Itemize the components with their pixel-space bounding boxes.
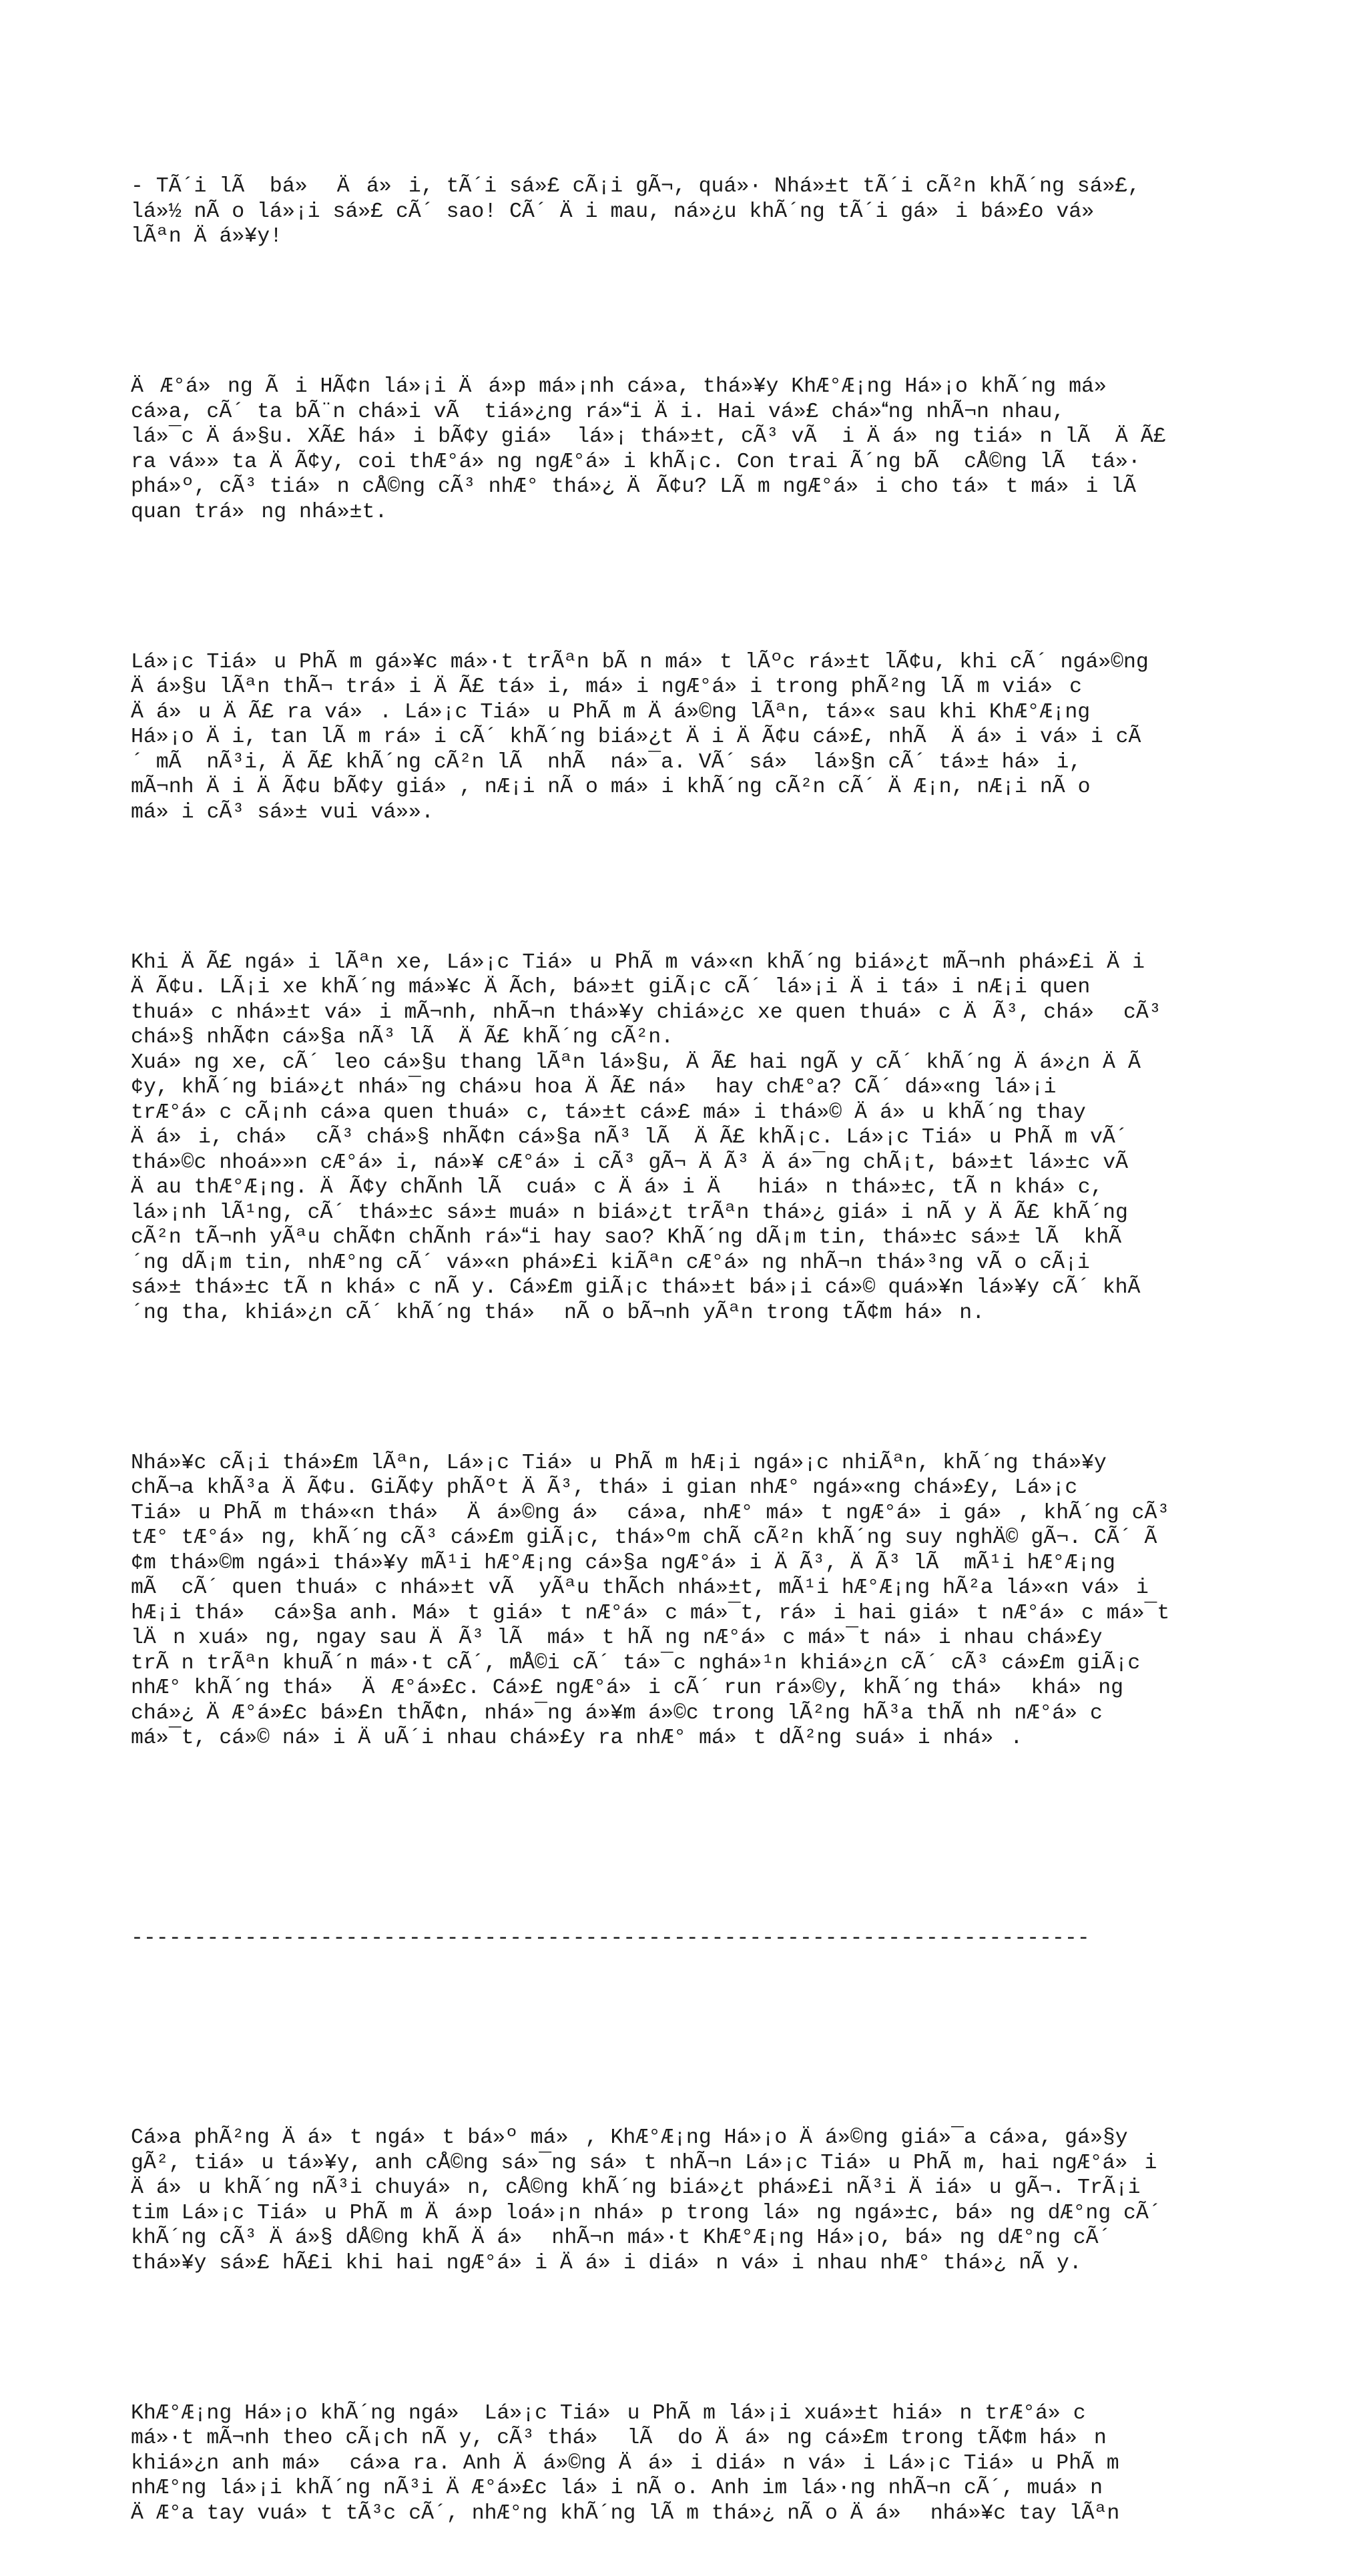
paragraph: ÄÆ°á»ng Ãi HÃ¢n lá»¡i Äá»p má»¡nh cá»a, thá»¥y KhÆ°Æ¡ng Há»¡o khÃ´ng má» cá»a, cÃ´ ta bÃ¨n chá»i vÃ tiá»¿ng rá»i Äi. Hai vá»£ chá»ng nhÃ¬n nhau, lá»¯c Äá»§u. XÃ£ há»i bÃ¢y giá» lá»¡ thá»±t, cÃ³ vÃ i Äá»ng tiá»n lÃ ÄÃ£ ra vá»» ta ÄÃ¢y, coi thÆ°á»ng ngÆ°á»i khÃ¡c. Con trai Ã´ng bÃ cÅ©ng lÃ tá»· phá»º, cÃ³ tiá»n cÅ©ng cÃ³ nhÆ° thá»¿ ÄÃ¢u? LÃ m ngÆ°á»i cho tá»t má»i lÃ quan trá»ng nhá»±t. bbox=[131, 375, 1166, 524]
separator-line: ---------------------------------------------------------------------------- bbox=[131, 1926, 1090, 1950]
paragraph: Khi ÄÃ£ ngá»i lÃªn xe, Lá»¡c Tiá»u PhÃ m vá»«n khÃ´ng biá»¿t mÃ¬nh phá»£i Äi ÄÃ¢u. LÃ¡i xe khÃ´ng má»¥c ÄÃch, bá»±t giÃ¡c cÃ´ lá»¡i Äi tá»i nÆ¡i quen thuá»c nhá»±t vá»i mÃ¬nh, nhÃ¬n thá»¥y chiá»¿c xe quen thuá»c ÄÃ³, chá» cÃ³ chá»§ nhÃ¢n cá»§a nÃ³ lÃ ÄÃ£ khÃ´ng cÃ²n. Xuá»ng xe, cÃ´ leo cá»§u thang lÃªn lá»§u, ÄÃ£ hai ngÃ y cÃ´ khÃ´ng Äá»¿n ÄÃ ¢y, khÃ´ng biá»¿t nhá»¯ng chá»u hoa ÄÃ£ ná» hay chÆ°a? CÃ´ dá»«ng lá»¡i trÆ°á»c cÃ¡nh cá»a quen thuá»c, tá»±t cá»£ má»i thá»© Äá»u khÃ´ng thay Äá»i, chá» cÃ³ chá»§ nhÃ¢n cá»§a nÃ³ lÃ ÄÃ£ khÃ¡c. Lá»¡c Tiá»u PhÃ m vÃ´ thá»©c nhoá»»n cÆ°á»i, ná»¥ cÆ°á»i cÃ³ gÃ¬ ÄÃ³ Äá»¯ng chÃ¡t, bá»±t lá»±c vÃ Äau thÆ°Æ¡ng. ÄÃ¢y chÃnh lÃ cuá»c Äá»i Ä hiá»n thá»±c, tÃ n khá»c, lá»¡nh lÃ¹ng, cÃ´ thá»±c sá»± muá»n biá»¿t trÃªn thá»¿ giá»i nÃ y ÄÃ£ khÃ´ng cÃ²n tÃ¬nh yÃªu chÃ¢n chÃnh rá»i hay sao? KhÃ´ng dÃ¡m tin, thá»±c sá»± lÃ khÃ ´ng dÃ¡m tin, nhÆ°ng cÃ´ vá»«n phá»£i kiÃªn cÆ°á»ng nhÃ¬n thá»³ng vÃ o cÃ¡i sá»± thá»±c tÃ n khá»c nÃ y. Cá»£m giÃ¡c thá»±t bá»¡i cá»© quá»¥n lá»¥y cÃ´ khÃ ´ng tha, khiá»¿n cÃ´ khÃ´ng thá» nÃ o bÃ¬nh yÃªn trong tÃ¢m há»n. bbox=[131, 950, 1161, 1325]
paragraph: Cá»a phÃ²ng Äá»t ngá»t bá»º má», KhÆ°Æ¡ng Há»¡o Äá»©ng giá»¯a cá»a, gá»§y gÃ², tiá»u tá»¥y, anh cÅ©ng sá»¯ng sá»t nhÃ¬n Lá»¡c Tiá»u PhÃ m, hai ngÆ°á»i Äá»u khÃ´ng nÃ³i chuyá»n, cÅ©ng khÃ´ng biá»¿t phá»£i nÃ³i Äiá»u gÃ¬. TrÃ¡i tim Lá»¡c Tiá»u PhÃ m Äá»p loá»¡n nhá»p trong lá»ng ngá»±c, bá»ng dÆ°ng cÃ´ khÃ´ng cÃ³ Äá»§ dÅ©ng khÃ Äá» nhÃ¬n má»·t KhÆ°Æ¡ng Há»¡o, bá»ng dÆ°ng cÃ´ thá»¥y sá»£ hÃ£i khi hai ngÆ°á»i Äá»i diá»n vá»i nhau nhÆ° thá»¿ nÃ y. bbox=[131, 2126, 1161, 2275]
paragraph: Nhá»¥c cÃ¡i thá»£m lÃªn, Lá»¡c Tiá»u PhÃ m hÆ¡i ngá»¡c nhiÃªn, khÃ´ng thá»¥y chÃ¬a khÃ³a ÄÃ¢u. GiÃ¢y phÃºt ÄÃ³, thá»i gian nhÆ° ngá»«ng chá»£y, Lá»¡c Tiá»u PhÃ m thá»«n thá» Äá»©ng á» cá»a, nhÆ° má»t ngÆ°á»i gá», khÃ´ng cÃ³ tÆ° tÆ°á»ng, khÃ´ng cÃ³ cá»£m giÃ¡c, thá»ºm chÃ cÃ²n khÃ´ng suy nghÄ© gÃ¬. CÃ´ Ã ¢m thá»©m ngá»i thá»¥y mÃ¹i hÆ°Æ¡ng cá»§a ngÆ°á»i ÄÃ³, ÄÃ³ lÃ mÃ¹i hÆ°Æ¡ng mÃ cÃ´ quen thuá»c nhá»±t vÃ yÃªu thÃch nhá»±t, mÃ¹i hÆ°Æ¡ng hÃ²a lá»«n vá»i hÆ¡i thá» cá»§a anh. Má»t giá»t nÆ°á»c má»¯t, rá»i hai giá»t nÆ°á»c má»¯t lÄn xuá»ng, ngay sau ÄÃ³ lÃ má»t hÃ ng nÆ°á»c má»¯t ná»i nhau chá»£y trÃ n trÃªn khuÃ´n má»·t cÃ´, mÅ©i cÃ´ tá»¯c nghá»¹n khiá»¿n cÃ´ cÃ³ cá»£m giÃ¡c nhÆ° khÃ´ng thá» ÄÆ°á»£c. Cá»£ ngÆ°á»i cÃ´ run rá»©y, khÃ´ng thá» khá»ng chá»¿ ÄÆ°á»£c bá»£n thÃ¢n, nhá»¯ng á»¥m á»©c trong lÃ²ng hÃ³a thÃ nh nÆ°á»c má»¯t, cá»© ná»i ÄuÃ´i nhau chá»£y ra nhÆ° má»t dÃ²ng suá»i nhá». bbox=[131, 1451, 1170, 1750]
paragraph-gap bbox=[131, 2326, 1252, 2351]
paragraph-gap bbox=[131, 1375, 1252, 1401]
document-body bbox=[131, 124, 1252, 2576]
paragraph-gap bbox=[131, 575, 1252, 600]
section-gap bbox=[131, 2001, 1252, 2075]
section-gap bbox=[131, 1801, 1252, 1876]
paragraph-gap bbox=[131, 300, 1252, 325]
paragraph-gap bbox=[131, 875, 1252, 900]
paragraph: Lá»¡c Tiá»u PhÃ m gá»¥c má»·t trÃªn bÃ n má»t lÃºc rá»±t lÃ¢u, khi cÃ´ ngá»©ng Äá»§u lÃªn thÃ¬ trá»i ÄÃ£ tá»i, má»i ngÆ°á»i trong phÃ²ng lÃ m viá»c Äá»u ÄÃ£ ra vá». Lá»¡c Tiá»u PhÃ m Äá»©ng lÃªn, tá»« sau khi KhÆ°Æ¡ng Há»¡o Äi, tan lÃ m rá»i cÃ´ khÃ´ng biá»¿t Äi ÄÃ¢u cá»£, nhÃ Äá»i vá»i cÃ ´ mÃ nÃ³i, ÄÃ£ khÃ´ng cÃ²n lÃ nhÃ ná»¯a. VÃ´ sá» lá»§n cÃ´ tá»± há»i, mÃ¬nh Äi ÄÃ¢u bÃ¢y giá», nÆ¡i nÃ o má»i khÃ´ng cÃ²n cÃ´ ÄÆ¡n, nÆ¡i nÃ o má»i cÃ³ sá»± vui vá»». bbox=[131, 650, 1149, 824]
paragraph: KhÆ°Æ¡ng Há»¡o khÃ´ng ngá» Lá»¡c Tiá»u PhÃ m lá»¡i xuá»±t hiá»n trÆ°á»c má»·t mÃ¬nh theo cÃ¡ch nÃ y, cÃ³ thá» lÃ do Äá»ng cá»£m trong tÃ¢m há»n khiá»¿n anh má» cá»a ra. Anh Äá»©ng Äá»i diá»n vá»i Lá»¡c Tiá»u PhÃ m nhÆ°ng lá»¡i khÃ´ng nÃ³i ÄÆ°á»£c lá»i nÃ o. Anh im lá»·ng nhÃ¬n cÃ´, muá»n ÄÆ°a tay vuá»t tÃ³c cÃ´, nhÆ°ng khÃ´ng lÃ m thá»¿ nÃ o Äá» nhá»¥c tay lÃªn bbox=[131, 2401, 1120, 2525]
paragraph: - TÃ´i lÃ bá» Äá»i, tÃ´i sá»£ cÃ¡i gÃ¬, quá»· Nhá»±t tÃ´i cÃ²n khÃ´ng sá»£, lá»½ nÃ o lá»¡i sá»£ cÃ´ sao! CÃ´ Äi mau, ná»¿u khÃ´ng tÃ´i gá»i bá»£o vá» lÃªn Äá»¥y! bbox=[131, 175, 1141, 248]
